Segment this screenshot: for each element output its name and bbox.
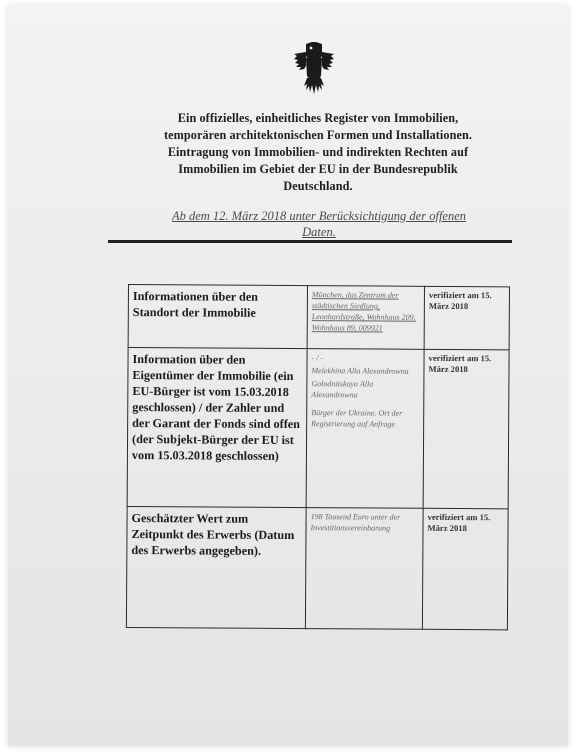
- value-line: Bürger der Ukraine. Ort der Registrierung auf Anfrage: [311, 408, 403, 429]
- document-subtitle: [144, 208, 494, 240]
- title-line: temporären architektonischen Formen und Installationen.: [163, 128, 473, 142]
- value-line: - / -: [311, 353, 324, 363]
- row-value: [306, 349, 424, 509]
- row-value: [305, 508, 423, 630]
- title-line: Immobilien im Gebiet der EU in der Bundesrepublik: [178, 162, 458, 176]
- table-row: [126, 506, 508, 629]
- row-value: [307, 286, 424, 350]
- bundesadler-icon: [294, 42, 334, 94]
- table-row: [127, 348, 509, 509]
- register-table: [126, 284, 510, 630]
- table-row: [128, 285, 509, 350]
- row-label: Informationen über den Standort der Immobilie: [128, 285, 307, 349]
- subtitle-line: Daten.: [302, 225, 336, 239]
- value-line: Melekhina Alla Alexandrowna: [311, 366, 409, 376]
- value-line: München, das Zentrum der städtischen Siedlung, Leonhardstraße, Wohnhaus 209, Wohnhaus 89, 009921: [311, 290, 416, 333]
- verification-status: verifiziert am 15. März 2018: [424, 286, 509, 350]
- value-line: 198 Tausend Euro unter der Investitionsvereinbarung: [310, 512, 401, 533]
- verification-status: verifiziert am 15. März 2018: [423, 349, 509, 509]
- title-line: Eintragung von Immobilien- und indirekten Rechten auf: [167, 145, 469, 159]
- row-label: Information über den Eigentümer der Immobilie (ein EU-Bürger ist vom 15.03.2018 geschlossen) / der Zahler und der Garant der Fonds sind offen (der Subjekt-Bürger der EU ist vom 15.03.2018 geschlossen): [127, 348, 307, 508]
- row-label: Geschätzter Wert zum Zeitpunkt des Erwerbs (Datum des Erwerbs angegeben).: [126, 506, 306, 628]
- title-line: Deutschland.: [283, 179, 353, 193]
- horizontal-rule: [108, 240, 512, 243]
- value-line: Golodnitskaya Alla Alexandrowna: [311, 379, 374, 400]
- subtitle-line: Ab dem 12. März 2018 unter Berücksichtigung der offenen: [171, 209, 467, 223]
- document-title: [128, 110, 508, 195]
- verification-status: verifiziert am 15. März 2018: [422, 508, 508, 630]
- document-page: [8, 6, 568, 746]
- title-line: Ein offizielles, einheitliches Register von Immobilien,: [177, 111, 459, 125]
